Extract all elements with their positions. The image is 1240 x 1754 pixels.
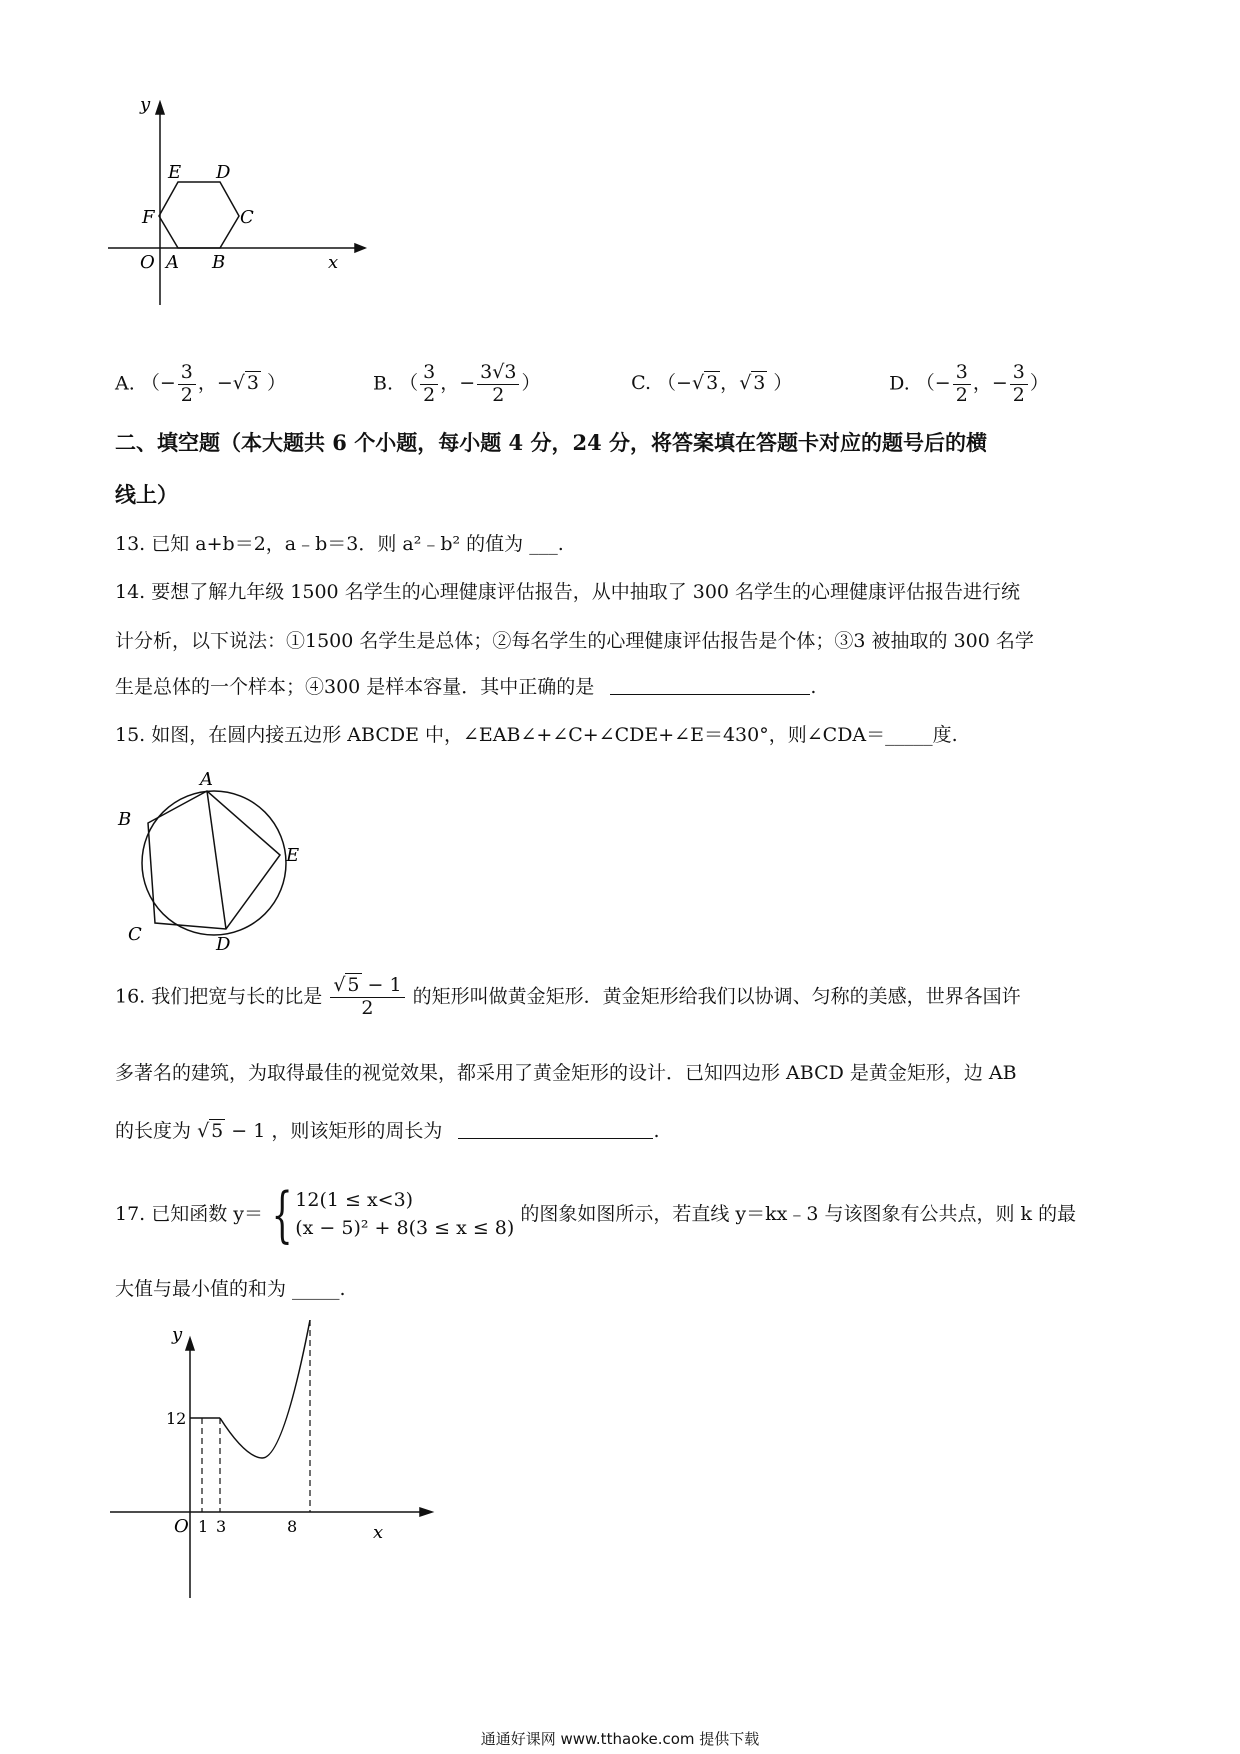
pentagon-shape	[148, 791, 280, 929]
question-16-line3-prefix: 的长度为	[115, 1120, 192, 1142]
option-b-value: （ $\frac{3}{2}$ ，− $\frac{3√3}{2}$ ）	[399, 361, 541, 406]
option-b[interactable]	[373, 362, 625, 407]
y-axis-arrow	[156, 102, 164, 114]
x-axis-arrow	[355, 244, 365, 252]
hexagon-figure	[100, 100, 380, 350]
question-15: 15. 如图，在圆内接五边形 ABCDE 中，∠EAB∠+∠C+∠CDE+∠E＝430°，则∠CDA＝_____度.	[115, 724, 958, 746]
option-a-label: A.	[115, 372, 135, 395]
x-axis-label: x	[373, 1522, 384, 1543]
piecewise-case-2: (x − 5)² + 8(3 ≤ x ≤ 8)	[295, 1217, 515, 1239]
question-13: 13. 已知 a+b＝2，a﹣b＝3．则 a²﹣b² 的值为 ___.	[115, 533, 564, 555]
x-axis-label: x	[328, 252, 339, 273]
answer-blank-16[interactable]	[458, 1120, 653, 1139]
x-axis-arrow	[420, 1508, 432, 1516]
point-label-c: C	[128, 924, 142, 945]
function-graph-figure	[100, 1320, 440, 1600]
origin-label: O	[174, 1516, 189, 1537]
y-tick-12: 12	[166, 1409, 187, 1428]
point-label-a: A	[166, 252, 179, 273]
parabola-curve	[220, 1320, 310, 1458]
point-label-e: E	[168, 162, 182, 183]
question-16-line3: 的长度为 √ 5 − 1 ，则该矩形的周长为 .	[115, 1120, 660, 1142]
question-16-suffix: 的矩形叫做黄金矩形．黄金矩形给我们以协调、匀称的美感，世界各国许	[412, 985, 1021, 1008]
option-c[interactable]	[631, 372, 883, 396]
option-d-value: （− $\frac{3}{2}$ ，− $\frac{3}{2}$ ）	[915, 361, 1049, 406]
brace-symbol: {	[271, 1180, 293, 1250]
question-14-line3: 生是总体的一个样本；④300 是样本容量．其中正确的是 .	[115, 676, 817, 698]
question-14-line1: 14. 要想了解九年级 1500 名学生的心理健康评估报告，从中抽取了 300 名学生的心理健康评估报告进行统	[115, 581, 1021, 603]
point-label-f: F	[142, 207, 155, 228]
question-17-line1	[115, 1180, 1077, 1250]
golden-ratio-fraction: $\frac{√ 5 - 1}{2}$	[330, 975, 404, 1020]
circumscribed-circle	[142, 791, 286, 935]
section-heading-line1: 二、填空题（本大题共 6 个小题，每小题 4 分，24 分，将答案填在答题卡对应的题号后的横	[115, 430, 987, 455]
option-d-label: D.	[889, 372, 910, 395]
answer-blank-14[interactable]	[610, 676, 810, 695]
piecewise-case-1: 12(1 ≤ x<3)	[295, 1189, 414, 1212]
x-tick-1: 1	[198, 1517, 209, 1536]
hexagon-shape	[159, 182, 239, 248]
x-tick-3: 3	[216, 1517, 227, 1536]
y-axis-arrow	[186, 1338, 194, 1350]
question-16-prefix: 16. 我们把宽与长的比是	[115, 985, 323, 1008]
y-axis-label: y	[140, 100, 151, 115]
question-14-line2: 计分析，以下说法：①1500 名学生是总体；②每名学生的心理健康评估报告是个体；③3 被抽取的 300 名学	[115, 630, 1034, 652]
option-d[interactable]	[889, 362, 1049, 407]
q12-options	[115, 362, 1049, 407]
question-17-suffix: 的图象如图所示，若直线 y＝kx﹣3 与该图象有公共点，则 k 的最	[520, 1203, 1077, 1225]
point-label-b: B	[212, 252, 226, 273]
option-a-value: （− $\frac{3}{2}$ ，−√ 3 ）	[140, 361, 286, 406]
question-17-line2: 大值与最小值的和为 _____.	[115, 1278, 346, 1300]
point-label-d: D	[216, 162, 231, 183]
option-c-label: C.	[631, 372, 651, 395]
x-tick-8: 8	[287, 1517, 298, 1536]
option-c-value: （−√ 3 ，√ 3 ）	[657, 372, 793, 395]
piecewise-function	[269, 1180, 515, 1250]
option-a[interactable]	[115, 362, 367, 407]
diagonal-ad	[207, 791, 226, 929]
question-14-line3-text: 生是总体的一个样本；④300 是样本容量．其中正确的是	[115, 676, 595, 698]
question-16-line2: 多著名的建筑，为取得最佳的视觉效果，都采用了黄金矩形的设计．已知四边形 ABCD 是黄金矩形，边 AB	[115, 1062, 1017, 1084]
point-label-e: E	[286, 845, 300, 866]
origin-label: O	[140, 252, 155, 273]
point-label-a: A	[200, 769, 213, 790]
question-16-line1	[115, 975, 1021, 1020]
point-label-c: C	[240, 207, 254, 228]
section-heading-line2: 线上）	[115, 482, 178, 507]
page-footer: 通通好课网 www.tthaoke.com 提供下载	[480, 1730, 760, 1748]
point-label-d: D	[216, 934, 231, 955]
point-label-b: B	[118, 809, 132, 830]
question-17-prefix: 17. 已知函数 y＝	[115, 1203, 264, 1225]
ab-length-value: √ 5 − 1	[197, 1120, 266, 1142]
option-b-label: B.	[373, 372, 394, 395]
pentagon-figure	[112, 765, 312, 955]
question-16-line3-suffix: ，则该矩形的周长为	[271, 1120, 443, 1142]
y-axis-label: y	[172, 1324, 183, 1345]
